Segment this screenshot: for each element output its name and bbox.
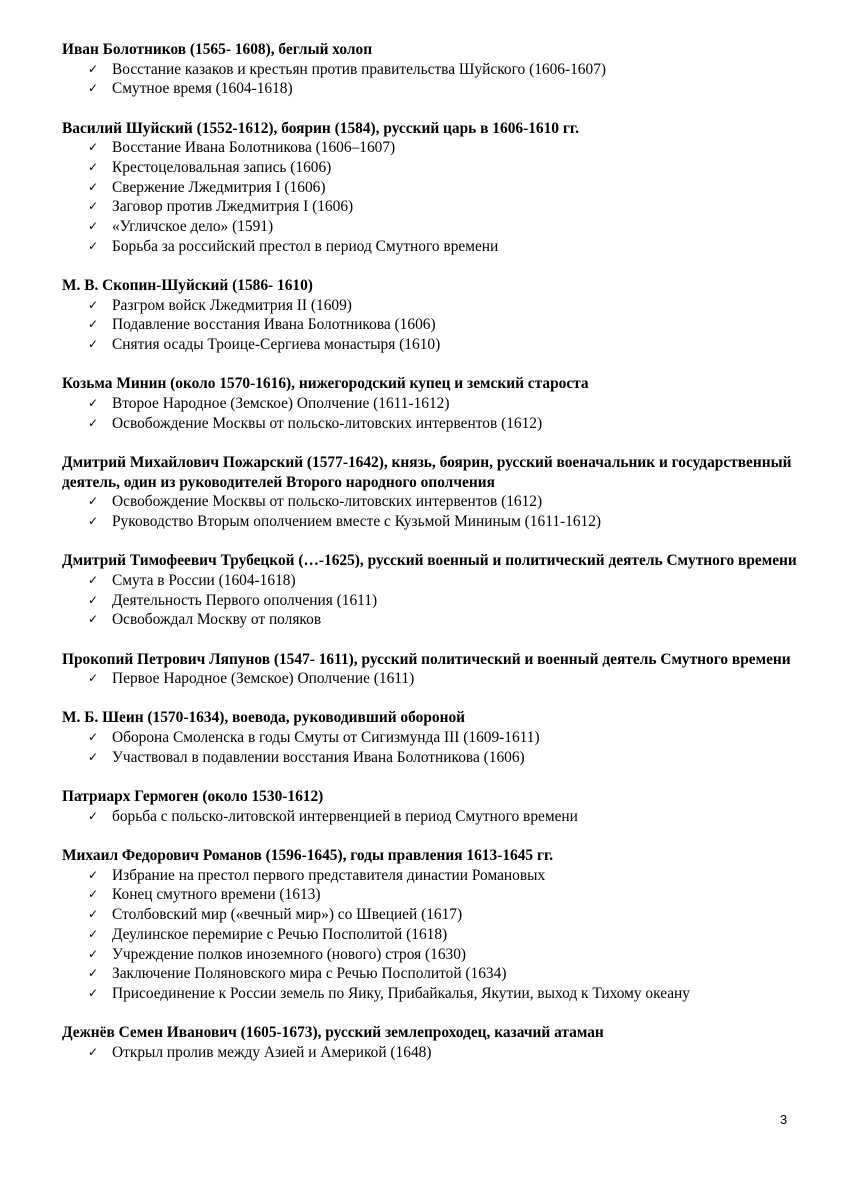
- list-item-text: Первое Народное (Земское) Ополчение (1611): [112, 670, 415, 688]
- section-title: Прокопий Петрович Ляпунов (1547- 1611), русский политический и военный деятель Смутного времени: [62, 650, 791, 668]
- checkmark-icon: ✓: [88, 317, 99, 332]
- list-item: [88, 197, 802, 217]
- list-item: [88, 414, 802, 434]
- list-item: [88, 1043, 802, 1063]
- list-item: [88, 964, 802, 984]
- section-title: Дмитрий Михайлович Пожарский (1577-1642), князь, боярин, русский военачальник и государственный деятель, один из руководителей Второго народного ополчения: [62, 453, 792, 491]
- checkmark-icon: ✓: [88, 671, 99, 686]
- event-list: [62, 138, 802, 256]
- person-section: [62, 787, 802, 826]
- list-item-text: Оборона Смоленска в годы Смуты от Сигизмунда III (1609-1611): [112, 729, 540, 747]
- list-item: [88, 807, 802, 827]
- event-list: [62, 866, 802, 1004]
- checkmark-icon: ✓: [88, 160, 99, 175]
- checkmark-icon: ✓: [88, 572, 99, 587]
- document-body: [62, 40, 802, 1082]
- checkmark-icon: ✓: [88, 730, 99, 745]
- checkmark-icon: ✓: [88, 808, 99, 823]
- list-item-text: Снятия осады Троице-Сергиева монастыря (1610): [112, 336, 441, 354]
- list-item: [88, 571, 802, 591]
- list-item: [88, 669, 802, 689]
- list-item: [88, 610, 802, 630]
- list-item: [88, 866, 802, 886]
- section-title: М. Б. Шеин (1570-1634), воевода, руководивший обороной: [62, 709, 466, 727]
- event-list: [62, 60, 802, 99]
- list-item-text: Присоединение к России земель по Яику, Прибайкалья, Якутии, выход к Тихому океану: [112, 984, 690, 1002]
- checkmark-icon: ✓: [88, 415, 99, 430]
- list-item: [88, 492, 802, 512]
- person-section: [62, 453, 802, 532]
- list-item-text: Смута в России (1604-1618): [112, 571, 296, 589]
- list-item: [88, 158, 802, 178]
- checkmark-icon: ✓: [88, 592, 99, 607]
- list-item: [88, 296, 802, 316]
- list-item: [88, 905, 802, 925]
- page-number: 3: [780, 1112, 788, 1127]
- checkmark-icon: ✓: [88, 238, 99, 253]
- list-item-text: Борьба за российский престол в период Смутного времени: [112, 237, 499, 255]
- list-item-text: Крестоцеловальная запись (1606): [112, 159, 332, 177]
- checkmark-icon: ✓: [88, 1044, 99, 1059]
- checkmark-icon: ✓: [88, 926, 99, 941]
- list-item-text: Столбовский мир («вечный мир») со Швецией (1617): [112, 906, 463, 924]
- list-item-text: Разгром войск Лжедмитрия II (1609): [112, 296, 352, 314]
- list-item: [88, 217, 802, 237]
- list-item-text: Деятельность Первого ополчения (1611): [112, 591, 378, 609]
- list-item: [88, 178, 802, 198]
- checkmark-icon: ✓: [88, 494, 99, 509]
- list-item-text: Освобождал Москву от поляков: [112, 611, 322, 629]
- person-section: [62, 374, 802, 433]
- checkmark-icon: ✓: [88, 514, 99, 529]
- list-item-text: Открыл пролив между Азией и Америкой (1648): [112, 1043, 432, 1061]
- checkmark-icon: ✓: [88, 61, 99, 76]
- checkmark-icon: ✓: [88, 867, 99, 882]
- event-list: [62, 669, 802, 689]
- event-list: [62, 1043, 802, 1063]
- list-item: [88, 79, 802, 99]
- person-section: [62, 1023, 802, 1062]
- list-item-text: Руководство Вторым ополчением вместе с Кузьмой Мининым (1611-1612): [112, 513, 602, 531]
- person-section: [62, 40, 802, 99]
- list-item: [88, 945, 802, 965]
- section-title: Василий Шуйский (1552-1612), боярин (1584), русский царь в 1606-1610 гг.: [62, 119, 579, 137]
- checkmark-icon: ✓: [88, 179, 99, 194]
- person-section: [62, 276, 802, 355]
- person-section: [62, 551, 802, 630]
- checkmark-icon: ✓: [88, 297, 99, 312]
- list-item-text: Смутное время (1604-1618): [112, 80, 293, 98]
- list-item-text: Заговор против Лжедмитрия I (1606): [112, 198, 354, 216]
- person-section: [62, 119, 802, 257]
- checkmark-icon: ✓: [88, 140, 99, 155]
- list-item-text: Избрание на престол первого представителя династии Романовых: [112, 866, 546, 884]
- list-item-text: Заключение Поляновского мира с Речью Посполитой (1634): [112, 965, 507, 983]
- list-item: [88, 885, 802, 905]
- section-title: М. В. Скопин-Шуйский (1586- 1610): [62, 277, 313, 295]
- list-item-text: Конец смутного времени (1613): [112, 886, 321, 904]
- list-item: [88, 748, 802, 768]
- person-section: [62, 708, 802, 767]
- event-list: [62, 728, 802, 767]
- list-item-text: Восстание казаков и крестьян против правительства Шуйского (1606-1607): [112, 60, 607, 78]
- checkmark-icon: ✓: [88, 612, 99, 627]
- list-item-text: борьба с польско-литовской интервенцией в период Смутного времени: [112, 807, 578, 825]
- checkmark-icon: ✓: [88, 887, 99, 902]
- list-item: [88, 984, 802, 1004]
- checkmark-icon: ✓: [88, 219, 99, 234]
- section-title: Иван Болотников (1565- 1608), беглый холоп: [62, 41, 373, 58]
- checkmark-icon: ✓: [88, 337, 99, 352]
- list-item: [88, 925, 802, 945]
- list-item: [88, 237, 802, 257]
- list-item: [88, 335, 802, 355]
- list-item-text: Освобождение Москвы от польско-литовских интервентов (1612): [112, 414, 543, 432]
- list-item: [88, 138, 802, 158]
- event-list: [62, 492, 802, 531]
- checkmark-icon: ✓: [88, 907, 99, 922]
- event-list: [62, 296, 802, 355]
- list-item-text: Деулинское перемирие с Речью Посполитой (1618): [112, 925, 448, 943]
- list-item: [88, 512, 802, 532]
- section-title: Дежнёв Семен Иванович (1605-1673), русский землепроходец, казачий атаман: [62, 1024, 604, 1042]
- list-item-text: Участвовал в подавлении восстания Ивана Болотникова (1606): [112, 748, 525, 766]
- section-title: Патриарх Гермоген (около 1530-1612): [62, 788, 324, 806]
- list-item: [88, 728, 802, 748]
- checkmark-icon: ✓: [88, 81, 99, 96]
- list-item: [88, 60, 802, 80]
- list-item: [88, 315, 802, 335]
- person-section: [62, 650, 802, 689]
- checkmark-icon: ✓: [88, 396, 99, 411]
- checkmark-icon: ✓: [88, 966, 99, 981]
- person-section: [62, 846, 802, 1004]
- event-list: [62, 807, 802, 827]
- checkmark-icon: ✓: [88, 946, 99, 961]
- list-item-text: Подавление восстания Ивана Болотникова (1606): [112, 316, 436, 334]
- event-list: [62, 394, 802, 433]
- list-item-text: Второе Народное (Земское) Ополчение (1611-1612): [112, 395, 450, 413]
- section-title: Михаил Федорович Романов (1596-1645), годы правления 1613-1645 гг.: [62, 847, 554, 864]
- checkmark-icon: ✓: [88, 985, 99, 1000]
- checkmark-icon: ✓: [88, 199, 99, 214]
- list-item: [88, 591, 802, 611]
- section-title: Дмитрий Тимофеевич Трубецкой (…-1625), русский военный и политический деятель Смутного времени: [62, 552, 797, 570]
- list-item-text: «Угличское дело» (1591): [112, 218, 274, 236]
- event-list: [62, 571, 802, 630]
- list-item-text: Освобождение Москвы от польско-литовских интервентов (1612): [112, 493, 543, 511]
- section-title: Козьма Минин (около 1570-1616), нижегородский купец и земский староста: [62, 375, 589, 393]
- list-item-text: Свержение Лжедмитрия I (1606): [112, 178, 326, 196]
- checkmark-icon: ✓: [88, 749, 99, 764]
- list-item-text: Учреждение полков иноземного (нового) строя (1630): [112, 945, 467, 963]
- list-item: [88, 394, 802, 414]
- list-item-text: Восстание Ивана Болотникова (1606–1607): [112, 139, 396, 157]
